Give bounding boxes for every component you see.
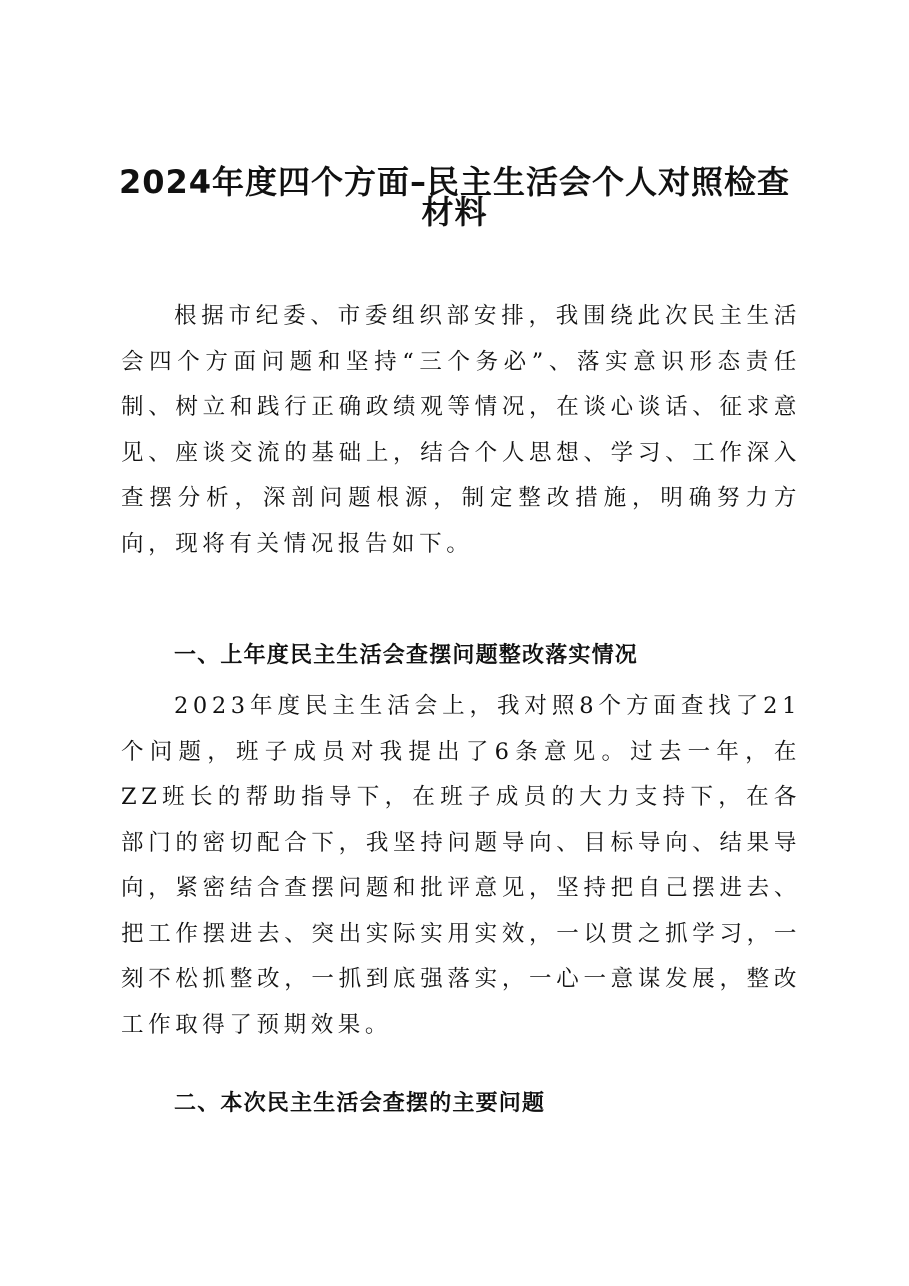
document-title-line-1: 2024年度四个方面–民主生活会个人对照检查 <box>118 163 791 201</box>
section-1-heading: 一、上年度民主生活会查摆问题整改落实情况 <box>174 643 639 668</box>
intro-paragraph: 根据市纪委、市委组织部安排，我围绕此次民主生活会四个方面问题和坚持“三个务必”、落实意识形态责任制、树立和践行正确政绩观等情况，在谈心谈话、征求意见、座谈交流的基础上，结合个人思想、学习、工作深入查摆分析，深剖问题根源，制定整改措施，明确努力方向，现将有关情况报告如下。 <box>121 303 801 557</box>
document-title-line-2: 材料 <box>421 193 488 231</box>
section-2-heading: 二、本次民主生活会查摆的主要问题 <box>174 1091 546 1116</box>
section-1-paragraph: 2023年度民主生活会上，我对照8个方面查找了21个问题，班子成员对我提出了6条意见。过去一年，在ZZ班长的帮助指导下，在班子成员的大力支持下，在各部门的密切配合下，我坚持问题导向、目标导向、结果导向，紧密结合查摆问题和批评意见，坚持把自己摆进去、把工作摆进去、突出实际实用实效，一以贯之抓学习，一刻不松抓整改，一抓到底强落实，一心一意谋发展，整改工作取得了预期效果。 <box>121 693 801 1038</box>
